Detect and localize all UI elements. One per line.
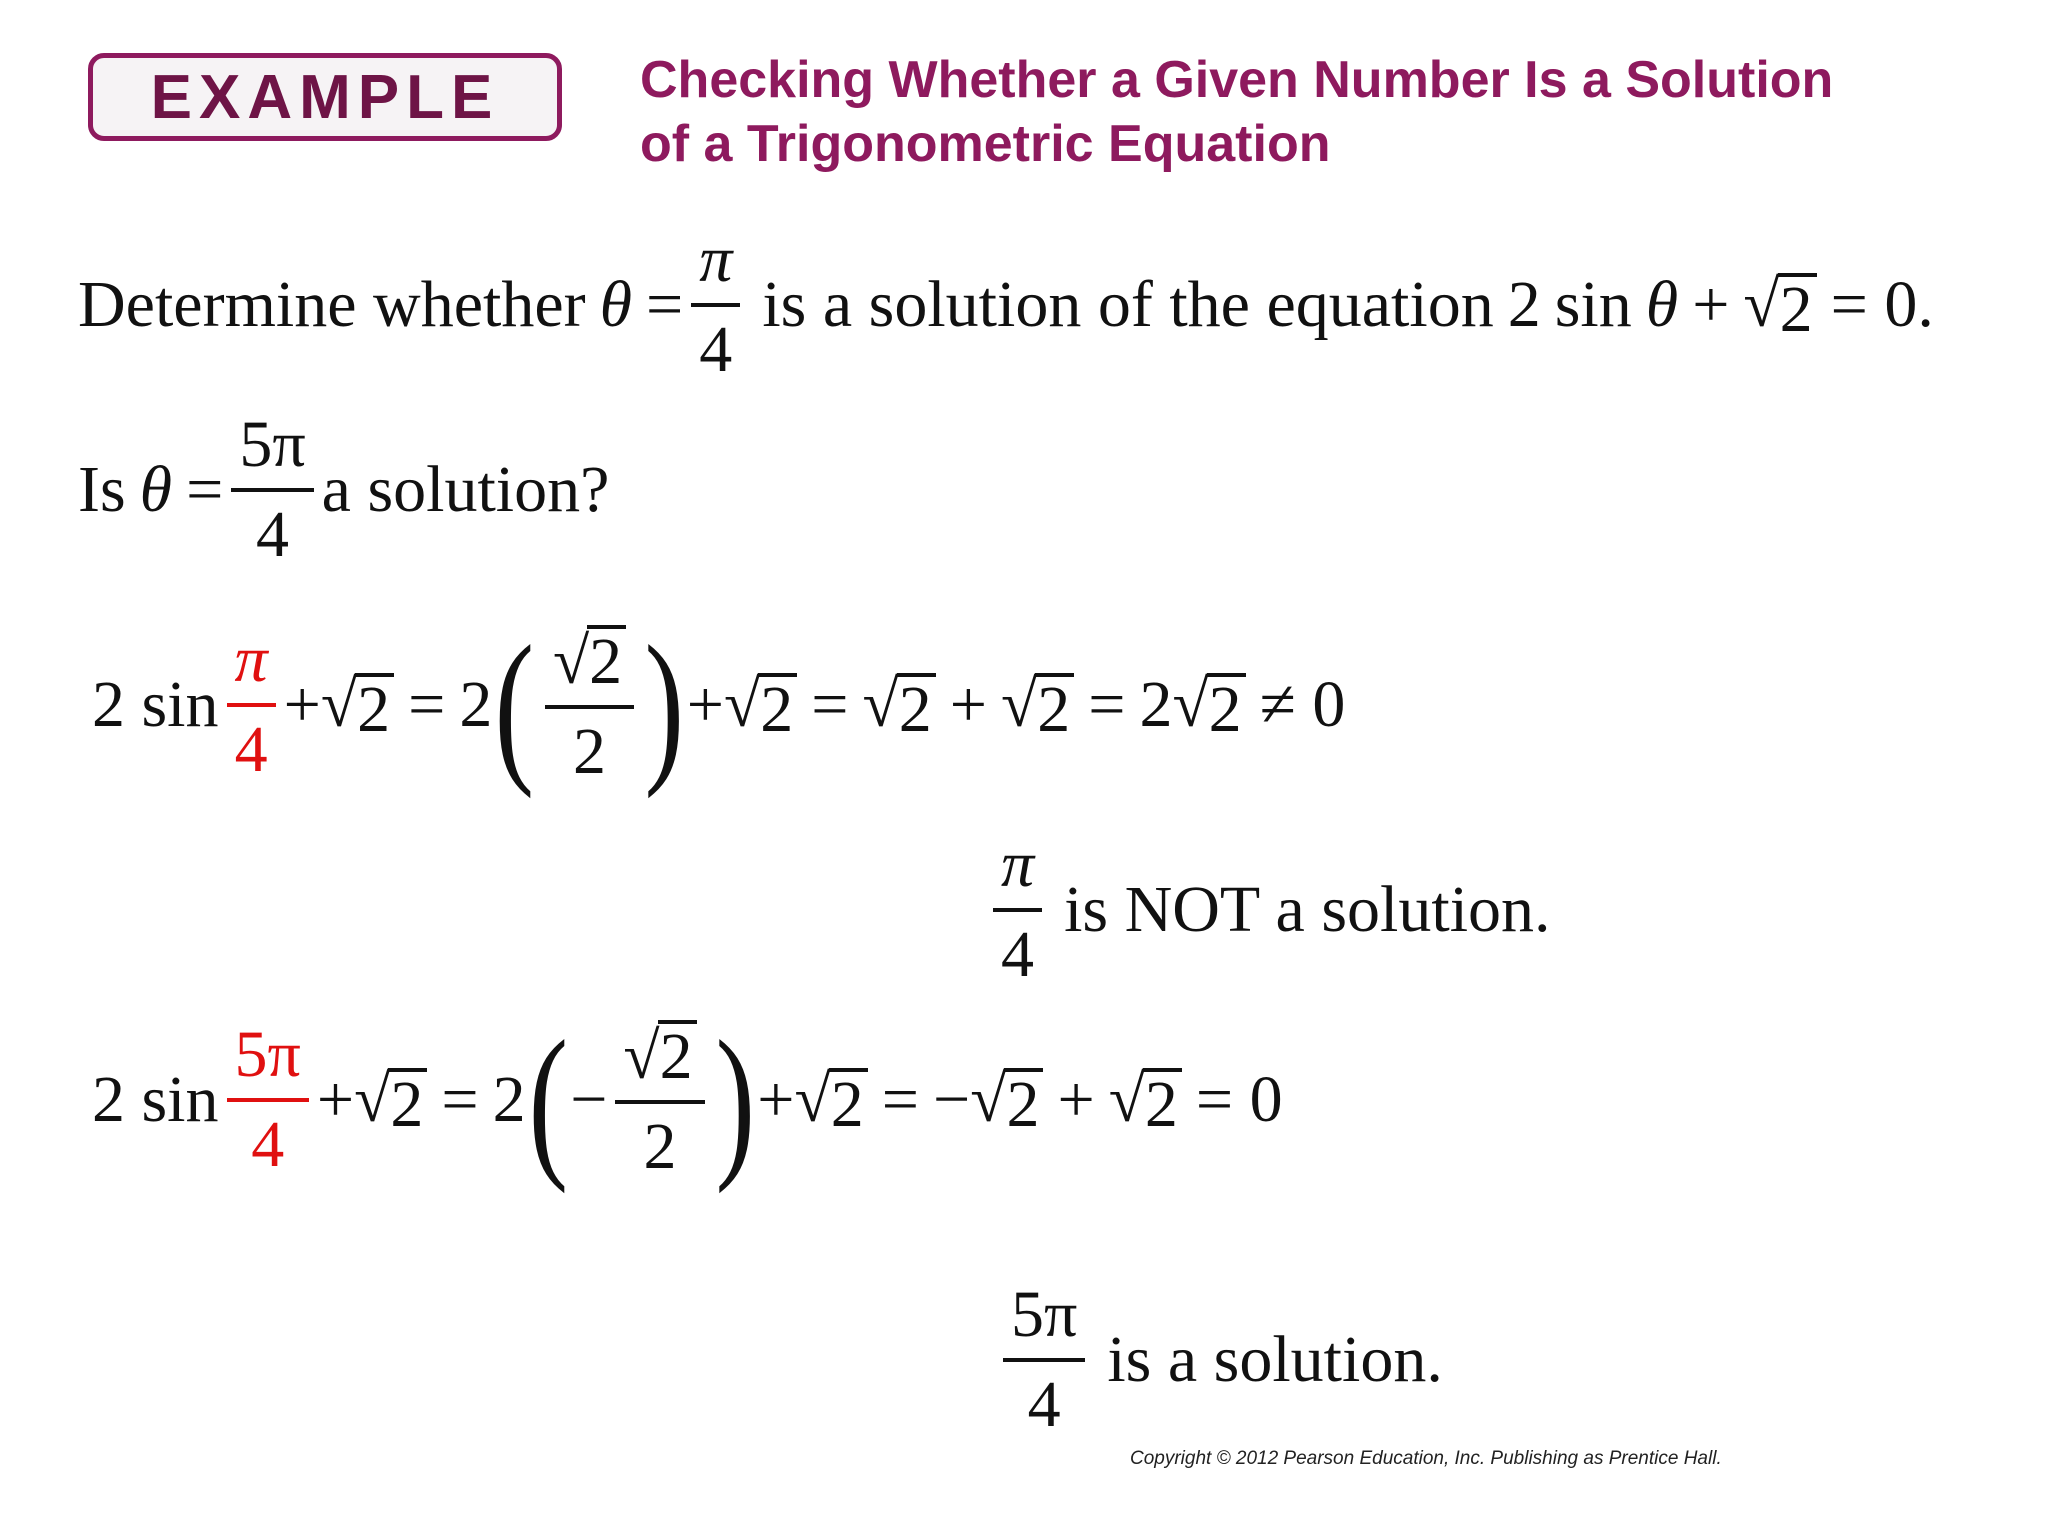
red-frac-numerator: π (234, 623, 268, 696)
check-1-equation (92, 611, 1346, 799)
conclusion-1 (985, 830, 1551, 990)
left-paren-2: ( (528, 1006, 568, 1194)
equals-zero: = 0. (1830, 268, 1934, 341)
theta-symbol-3: θ (139, 453, 173, 526)
problem-text-b: is a solution of the equation (762, 268, 1494, 341)
coef-two-2: 2 (1139, 668, 1173, 741)
left-paren-1: ( (494, 611, 535, 799)
problem2-text-b: a solution? (321, 453, 610, 526)
plus-4: + (316, 1063, 355, 1136)
red-fraction-5pi-over-4: $\frac{5\pi}{4}$ (227, 1020, 309, 1180)
problem-line-1 (78, 225, 1934, 385)
problem-line-2 (78, 410, 609, 570)
copyright-notice: Copyright © 2012 Pearson Education, Inc. Publishing as Prentice Hall. (1130, 1448, 1722, 1469)
coef-two: 2 (1507, 268, 1541, 341)
two-sin-2: 2 sin (92, 1063, 219, 1136)
conclusion-fraction-5pi-over-4: $\frac{5\pi}{4}$ (1003, 1280, 1085, 1440)
equals-2: = (811, 668, 849, 741)
equals-1: = (408, 668, 446, 741)
problem2-text-a: Is (78, 453, 126, 526)
title-line-1: Checking Whether a Given Number Is a Solution (640, 51, 1834, 109)
plus-sign: + (1692, 268, 1730, 341)
sqrt-two-1: √ 2 (321, 667, 394, 743)
conclusion-fraction-pi-over-4: $\frac{\pi}{4}$ (993, 830, 1042, 990)
sqrt-two-8: √ 2 (970, 1062, 1043, 1138)
minus-2: − (932, 1063, 971, 1136)
fraction-sqrt2-over-2-b: √ 2 2 (615, 1018, 704, 1182)
right-paren-1: ) (644, 611, 685, 799)
theta-symbol-2: θ (1645, 268, 1679, 341)
right-paren-2: ) (715, 1006, 755, 1194)
equals-sign-2: = (186, 453, 224, 526)
not-equal-zero: ≠ 0 (1259, 668, 1346, 741)
equals-zero-2: = 0 (1195, 1063, 1283, 1136)
equals-5: = (881, 1063, 919, 1136)
two-sin-1: 2 sin (92, 668, 219, 741)
red-fraction-pi-over-4 (227, 625, 276, 785)
conclusion-2 (995, 1280, 1443, 1440)
equals-sign: = (646, 268, 684, 341)
title-line-2: of a Trigonometric Equation (640, 115, 1331, 173)
sqrt-two-4: √ 2 (1001, 667, 1074, 743)
red-fraction-bar-2 (227, 1098, 309, 1102)
fraction-bar-3 (545, 705, 634, 709)
plus-3: + (949, 668, 987, 741)
sqrt-two-5: √ 2 (1172, 667, 1245, 743)
conclusion-2-text: is a solution. (1107, 1323, 1443, 1396)
frac-denominator: 4 (699, 313, 733, 386)
frac-denominator-2: 4 (255, 498, 289, 571)
fraction-pi-over-4 (691, 225, 740, 385)
equals-4: = (441, 1063, 479, 1136)
sqrt-two-2: √ 2 (724, 667, 797, 743)
sqrt-two-7: √ 2 (795, 1062, 868, 1138)
slide-title (640, 48, 2020, 176)
theta-symbol: θ (599, 268, 633, 341)
example-badge (88, 53, 562, 141)
frac-numerator: π (699, 223, 733, 296)
equals-3: = (1088, 668, 1126, 741)
plus-5: + (757, 1063, 795, 1136)
sin-function: sin (1554, 268, 1632, 341)
fraction-bar-6 (1003, 1358, 1085, 1362)
fraction-bar-5 (615, 1100, 704, 1104)
frac-numerator-2: 5π (239, 408, 306, 481)
sqrt-two-3: √ 2 (863, 667, 936, 743)
fraction-sqrt2-over-2: √ 2 2 (545, 623, 634, 787)
fraction-bar-4 (993, 908, 1042, 912)
plus-6: + (1057, 1063, 1095, 1136)
plus-1: + (283, 668, 321, 741)
conclusion-1-text: is NOT a solution. (1064, 873, 1551, 946)
sqrt-radicand: 2 (1778, 273, 1817, 343)
coef-two-3: 2 (492, 1063, 526, 1136)
sqrt-two: √ 2 (1743, 267, 1816, 343)
problem-text-a: Determine whether (78, 268, 586, 341)
sqrt-two-9: √ 2 (1109, 1062, 1182, 1138)
plus-2: + (686, 668, 725, 741)
minus-1: − (570, 1063, 608, 1136)
sqrt-two-6: √ 2 (354, 1062, 427, 1138)
example-badge-label: EXAMPLE (150, 62, 500, 132)
red-fraction-bar (227, 703, 276, 707)
fraction-bar (691, 303, 740, 307)
fraction-5pi-over-4 (231, 410, 313, 570)
red-frac-denominator: 4 (234, 713, 268, 786)
fraction-bar-2 (231, 488, 313, 492)
check-2-equation (92, 1006, 1283, 1194)
coef-two-1: 2 (459, 668, 493, 741)
